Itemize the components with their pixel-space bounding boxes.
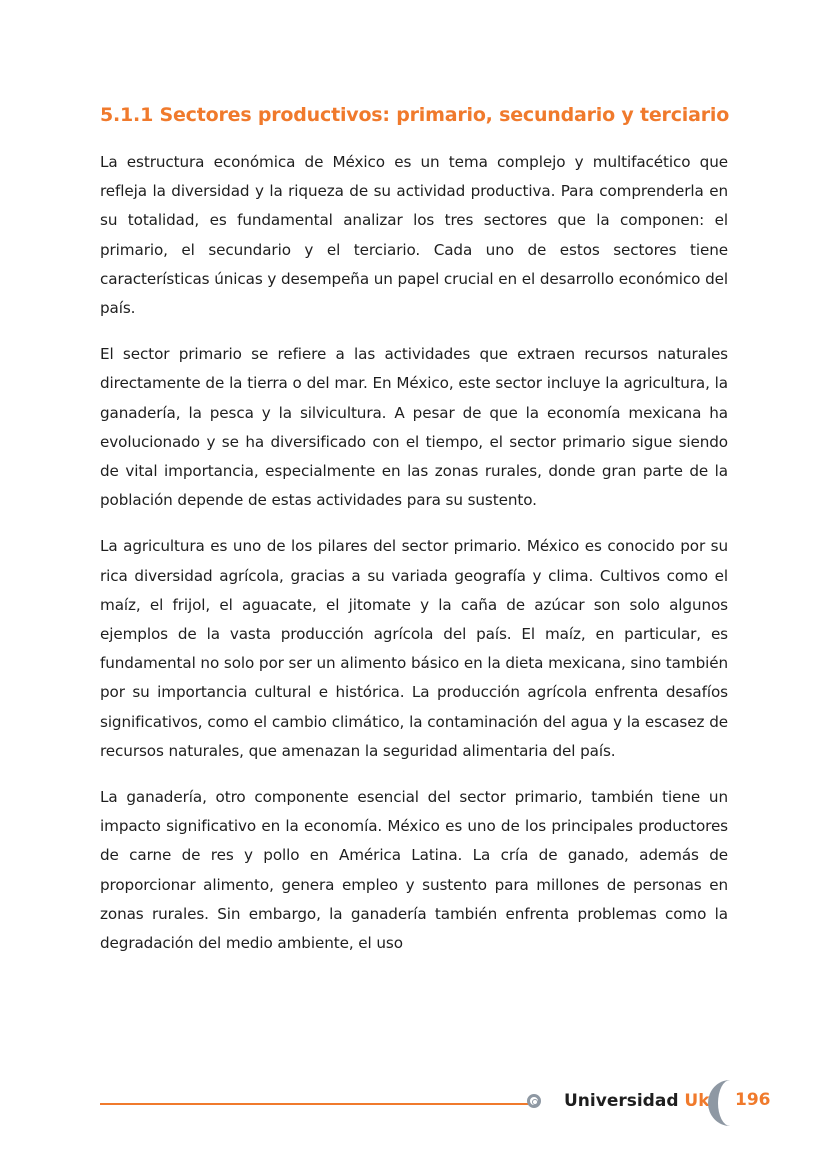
- paragraph: La ganadería, otro componente esencial del sector primario, también tiene un impacto significativo en la economía. México es uno de los principales productores de carne de res y pollo en América Latina. La cría de ganado, además de proporcionar alimento, genera empleo y sustento para millones de personas en zonas rurales. Sin embargo, la ganadería también enfrenta problemas como la degradación del medio ambiente, el uso: [100, 788, 728, 953]
- brand-accent: Uk: [684, 1091, 710, 1111]
- paragraph: El sector primario se refiere a las actividades que extraen recursos naturales directamente de la tierra o del mar. En México, este sector incluye la agricultura, la ganadería, la pesca y la silvicultura. A pesar de que la economía mexicana ha evolucionado y se ha diversificado con el tiempo, el sector primario sigue siendo de vital importancia, especialmente en las zonas rurales, donde gran parte de la población depende de estas actividades para su sustento.: [100, 345, 728, 510]
- section-heading: 5.1.1 Sectores productivos: primario, secundario y terciario: [100, 104, 730, 126]
- page-number: 196: [735, 1090, 771, 1110]
- body-text: [100, 148, 728, 975]
- paragraph: La estructura económica de México es un tema complejo y multifacético que refleja la diversidad y la riqueza de su actividad productiva. Para comprenderla en su totalidad, es fundamental analizar los tres sectores que la componen: el primario, el secundario y el terciario. Cada uno de estos sectores tiene características únicas y desempeña un papel crucial en el desarrollo económico del país.: [100, 153, 728, 318]
- footer-divider: [100, 1103, 528, 1105]
- footer-brand: [564, 1091, 710, 1111]
- brand-name: Universidad: [564, 1091, 679, 1111]
- ring-icon: [527, 1094, 541, 1108]
- paragraph: La agricultura es uno de los pilares del sector primario. México es conocido por su rica diversidad agrícola, gracias a su variada geografía y clima. Cultivos como el maíz, el frijol, el aguacate, el jitomate y la caña de azúcar son solo algunos ejemplos de la vasta producción agrícola del país. El maíz, en particular, es fundamental no solo por ser un alimento básico en la dieta mexicana, sino también por su importancia cultural e histórica. La producción agrícola enfrenta desafíos significativos, como el cambio climático, la contaminación del agua y la escasez de recursos naturales, que amenazan la seguridad alimentaria del país.: [100, 537, 728, 760]
